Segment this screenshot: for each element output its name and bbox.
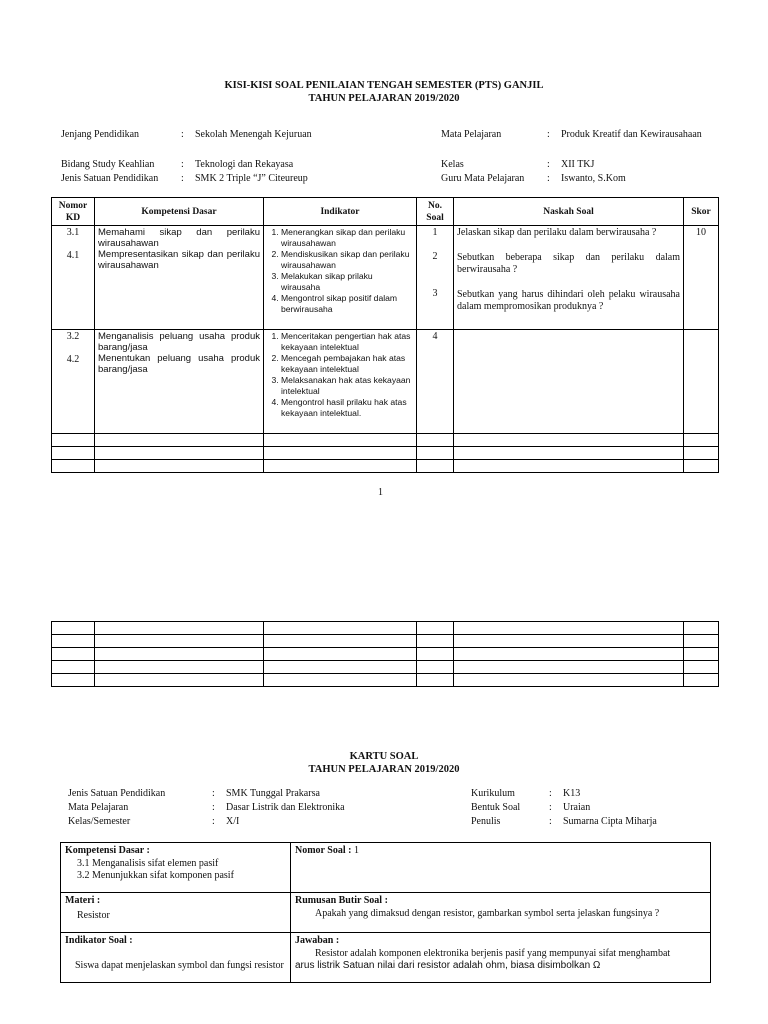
kisi-right-info [441, 128, 709, 186]
list-item: 2. Mendiskusikan sikap dan perilaku wirausahawan [281, 249, 413, 271]
kd-item: 3.1 Menganalisis sifat elemen pasif [77, 857, 219, 869]
empty-row [52, 622, 719, 635]
info-label: Jenjang Pendidikan [61, 129, 140, 140]
header-kompetensi: Kompetensi Dasar [95, 198, 264, 226]
table-header-row [52, 198, 719, 226]
kartu-subtitle: TAHUN PELAJARAN 2019/2020 [308, 764, 460, 775]
kd-number: 3.2 [66, 331, 80, 342]
info-value: Iswanto, S.Kom [561, 173, 626, 184]
info-colon: : [547, 129, 550, 140]
info-colon: : [212, 788, 215, 799]
info-colon: : [181, 173, 184, 184]
kisi-subtitle: TAHUN PELAJARAN 2019/2020 [308, 93, 460, 104]
table-row [52, 330, 719, 434]
list-item: 3. Melaksanakan hak atas kekayaan intelektual [281, 375, 413, 397]
indikator-list [267, 227, 413, 315]
materi-cell [61, 893, 291, 933]
continuation-table [51, 621, 719, 687]
jawaban-line: arus listrik Satuan nilai dari resistor adalah ohm, biasa disimbolkan Ω [295, 960, 601, 971]
kisi-left-info [61, 128, 312, 186]
info-colon: : [549, 788, 552, 799]
header-skor: Skor [684, 198, 719, 226]
info-label: Bentuk Soal [471, 802, 521, 813]
skor-cell: 10 [684, 226, 719, 330]
info-label: Kurikulum [471, 788, 515, 799]
info-value: SMK 2 Triple “J” Citeureup [195, 173, 308, 184]
info-value: Produk Kreatif dan Kewirausahaan [561, 129, 702, 140]
table-row [61, 843, 711, 893]
info-label: Penulis [471, 816, 501, 827]
no-soal-cell [417, 226, 454, 330]
info-value: SMK Tunggal Prakarsa [226, 788, 320, 799]
header-nomor-kd: Nomor KD [52, 198, 95, 226]
naskah-cell [454, 226, 684, 330]
empty-row [52, 460, 719, 473]
info-label: Jenis Satuan Pendidikan [68, 788, 166, 799]
info-label: Jenis Satuan Pendidikan [61, 173, 159, 184]
jawaban-label: Jawaban : [295, 935, 340, 946]
info-colon: : [212, 802, 215, 813]
info-value: Uraian [563, 802, 591, 813]
info-colon: : [549, 802, 552, 813]
indikator-soal-label: Indikator Soal : [65, 935, 133, 946]
info-label: Bidang Study Keahlian [61, 159, 155, 170]
materi-value: Resistor [77, 909, 110, 921]
page-number: 1 [378, 487, 383, 498]
info-label: Guru Mata Pelajaran [441, 173, 525, 184]
nomor-soal-value: 1 [353, 845, 359, 856]
info-value: Sekolah Menengah Kejuruan [195, 129, 312, 140]
info-colon: : [181, 129, 184, 140]
list-item: 4. Mengontrol hasil prilaku hak atas kekayaan intelektual. [281, 397, 413, 419]
kartu-soal-table [60, 842, 711, 983]
materi-label: Materi : [65, 895, 101, 906]
kompetensi-text: Memahami sikap dan perilaku wirausahawan [98, 227, 260, 249]
kartu-title: KARTU SOAL [349, 751, 419, 762]
info-value: X/I [226, 816, 240, 827]
empty-row [52, 447, 719, 460]
kd-cell [52, 226, 95, 330]
header-no-soal: No. Soal [417, 198, 454, 226]
empty-row [52, 434, 719, 447]
info-colon: : [547, 173, 550, 184]
no-soal: 1 [432, 227, 438, 238]
list-item: 3. Melakukan sikap prilaku wirausaha [281, 271, 413, 293]
list-item: 4. Mengontrol sikap positif dalam berwirausaha [281, 293, 413, 315]
skor-cell [684, 330, 719, 434]
empty-row [52, 635, 719, 648]
nomor-soal-cell [291, 843, 711, 893]
info-value: Teknologi dan Rekayasa [195, 159, 294, 170]
kisi-table [51, 197, 719, 473]
info-label: Mata Pelajaran [68, 802, 129, 813]
list-item: 1. Menerangkan sikap dan perilaku wirausahawan [281, 227, 413, 249]
header-indikator: Indikator [264, 198, 417, 226]
header-naskah: Naskah Soal [454, 198, 684, 226]
jawaban-cell [291, 933, 711, 983]
table-row [61, 933, 711, 983]
kompetensi-text: Mempresentasikan sikap dan perilaku wirausahawan [98, 249, 260, 271]
kompetensi-cell [95, 330, 264, 434]
kd-cell [52, 330, 95, 434]
info-colon: : [212, 816, 215, 827]
indikator-cell [264, 330, 417, 434]
rumusan-cell [291, 893, 711, 933]
nomor-soal-label: Nomor Soal : [295, 845, 352, 856]
kompetensi-dasar-label: Kompetensi Dasar : [65, 845, 150, 856]
table-row [52, 226, 719, 330]
no-soal: 2 [432, 251, 438, 262]
info-value: Sumarna Cipta Miharja [563, 816, 657, 827]
naskah-soal: Jelaskan sikap dan perilaku dalam berwirausaha ? [457, 227, 657, 238]
info-label: Kelas [441, 159, 464, 170]
empty-row [52, 674, 719, 687]
no-soal: 3 [432, 288, 438, 299]
kompetensi-text: Menganalisis peluang usaha produk barang/jasa [98, 331, 260, 353]
kompetensi-dasar-cell [61, 843, 291, 893]
no-soal-cell: 4 [417, 330, 454, 434]
list-item: 2. Mencegah pembajakan hak atas kekayaan intelektual [281, 353, 413, 375]
jawaban-line: Resistor adalah komponen elektronika berjenis pasif yang mempunyai sifat menghambat [315, 947, 671, 959]
kisi-title: KISI-KISI SOAL PENILAIAN TENGAH SEMESTER (PTS) GANJIL [224, 80, 544, 91]
info-value: K13 [563, 788, 581, 799]
info-label: Mata Pelajaran [441, 129, 502, 140]
kartu-left-info [68, 787, 345, 829]
rumusan-value: Apakah yang dimaksud dengan resistor, gambarkan symbol serta jelaskan fungsinya ? [315, 907, 660, 919]
kartu-right-info [471, 787, 657, 829]
info-value: Dasar Listrik dan Elektronika [226, 802, 345, 813]
naskah-cell [454, 330, 684, 434]
naskah-soal: Sebutkan beberapa sikap dan perilaku dalam berwirausaha ? [457, 251, 680, 275]
kompetensi-text: Menentukan peluang usaha produk barang/jasa [98, 353, 260, 375]
info-colon: : [547, 159, 550, 170]
list-item: 1. Menceritakan pengertian hak atas kekayaan intelektual [281, 331, 413, 353]
empty-row [52, 661, 719, 674]
indikator-soal-value: Siswa dapat menjelaskan symbol dan fungsi resistor [75, 959, 284, 971]
indikator-list [267, 331, 413, 419]
kd-number: 3.1 [66, 227, 80, 238]
rumusan-label: Rumusan Butir Soal : [295, 895, 388, 906]
kompetensi-cell [95, 226, 264, 330]
info-label: Kelas/Semester [68, 816, 131, 827]
info-colon: : [549, 816, 552, 827]
indikator-cell [264, 226, 417, 330]
naskah-soal: Sebutkan yang harus dihindari oleh pelaku wirausaha dalam mempromosikan produknya ? [457, 288, 680, 312]
kd-number: 4.1 [66, 250, 80, 261]
kd-number: 4.2 [66, 354, 80, 365]
info-colon: : [181, 159, 184, 170]
indikator-soal-cell [61, 933, 291, 983]
info-value: XII TKJ [561, 159, 595, 170]
kd-item: 3.2 Menunjukkan sifat komponen pasif [77, 870, 234, 881]
empty-row [52, 648, 719, 661]
table-row [61, 893, 711, 933]
